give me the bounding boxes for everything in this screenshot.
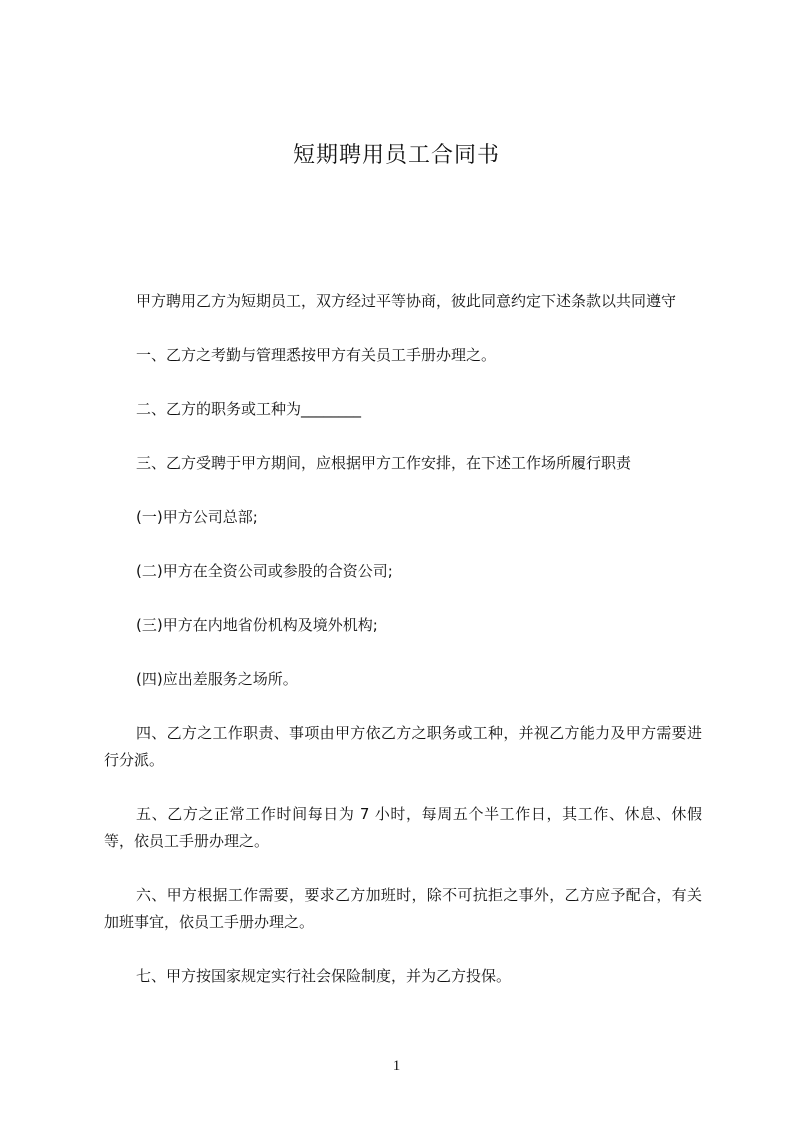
clause-3-item-1: (一)甲方公司总部; bbox=[136, 508, 258, 526]
document-title: 短期聘用员工合同书 bbox=[292, 143, 500, 168]
document-body bbox=[104, 288, 702, 1017]
clause-7: 七、甲方按国家规定实行社会保险制度，并为乙方投保。 bbox=[136, 967, 512, 985]
clause-3-item-4: (四)应出差服务之场所。 bbox=[136, 670, 298, 688]
clause-3: 三、乙方受聘于甲方期间，应根据甲方工作安排，在下述工作场所履行职责 bbox=[136, 454, 632, 472]
clause-2: 二、乙方的职务或工种为________ bbox=[136, 400, 362, 418]
intro-paragraph: 甲方聘用乙方为短期员工，双方经过平等协商，彼此同意约定下述条款以共同遵守 bbox=[136, 292, 677, 310]
clause-1: 一、乙方之考勤与管理悉按甲方有关员工手册办理之。 bbox=[136, 346, 497, 364]
page-number: 1 bbox=[392, 1058, 401, 1074]
clause-3-item-2: (二)甲方在全资公司或参股的合资公司; bbox=[136, 562, 393, 580]
clause-6: 六、甲方根据工作需要，要求乙方加班时，除不可抗拒之事外，乙方应予配合，有关加班事宜，依员工手册办理之。 bbox=[104, 886, 702, 931]
clause-5: 五、乙方之正常工作时间每日为 7 小时，每周五个半工作日，其工作、休息、休假等，依员工手册办理之。 bbox=[104, 805, 702, 850]
clause-4: 四、乙方之工作职责、事项由甲方依乙方之职务或工种，并视乙方能力及甲方需要进行分派。 bbox=[104, 724, 702, 769]
clause-3-item-3: (三)甲方在内地省份机构及境外机构; bbox=[136, 616, 378, 634]
